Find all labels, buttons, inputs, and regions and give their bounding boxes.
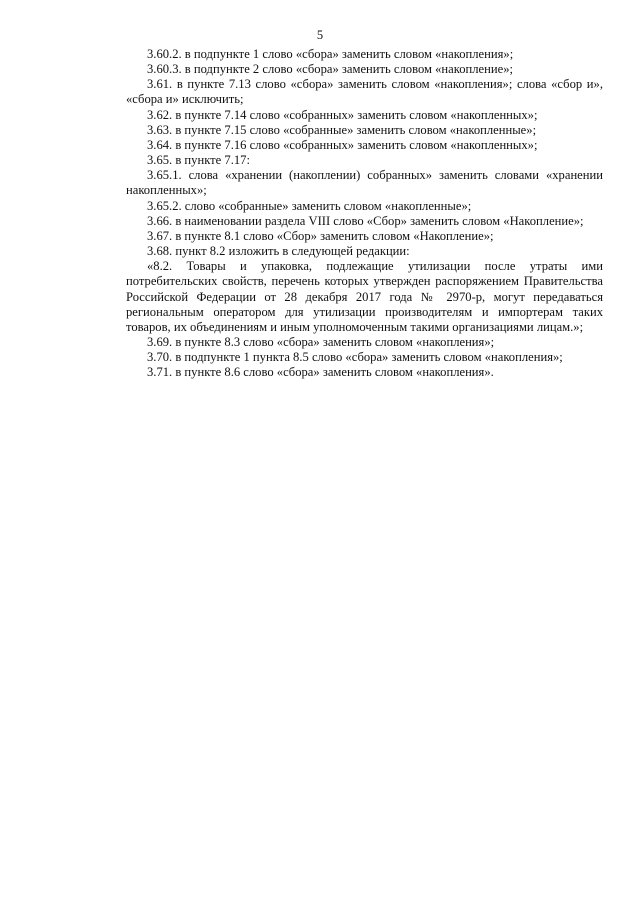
paragraph-3-63: 3.63. в пункте 7.15 слово «собранные» заменить словом «накопленные»; xyxy=(147,122,537,137)
paragraph-3-70: 3.70. в подпункте 1 пункта 8.5 слово «сбора» заменить словом «накопления»; xyxy=(147,350,563,365)
paragraph-3-61: 3.61. в пункте 7.13 слово «сбора» заменить словом «накопления»; слова «сбор и», «сбора и» исключить; xyxy=(126,77,603,107)
paragraph-3-66: 3.66. в наименовании раздела VIII слово «Сбор» заменить словом «Накопление»; xyxy=(147,213,584,228)
paragraph-3-69: 3.69. в пункте 8.3 слово «сбора» заменить словом «накопления»; xyxy=(147,334,495,349)
paragraph-3-71: 3.71. в пункте 8.6 слово «сбора» заменить словом «накопления». xyxy=(147,365,494,380)
paragraph-3-62: 3.62. в пункте 7.14 слово «собранных» заменить словом «накопленных»; xyxy=(147,107,538,122)
paragraph-3-60-2: 3.60.2. в подпункте 1 слово «сбора» заменить словом «накопления»; xyxy=(147,47,514,61)
paragraph-3-65-1: 3.65.1. слова «хранении (накоплении) собранных» заменить словами «хранении накопленных»; xyxy=(126,168,603,198)
paragraph-3-68: 3.68. пункт 8.2 изложить в следующей редакции: xyxy=(147,244,410,259)
document-body xyxy=(126,47,603,380)
paragraph-3-64: 3.64. в пункте 7.16 слово «собранных» заменить словом «накопленных»; xyxy=(147,137,538,152)
paragraph-3-65: 3.65. в пункте 7.17: xyxy=(147,153,250,168)
paragraph-3-67: 3.67. в пункте 8.1 слово «Сбор» заменить словом «Накопление»; xyxy=(147,228,494,243)
paragraph-3-65-2: 3.65.2. слово «собранные» заменить словом «накопленные»; xyxy=(147,198,472,213)
page-number: 5 xyxy=(316,28,324,42)
paragraph-3-60-3: 3.60.3. в подпункте 2 слово «сбора» заменить словом «накопление»; xyxy=(147,62,514,77)
paragraph-8-2-quote: «8.2. Товары и упаковка, подлежащие утилизации после утраты ими потребительских свойств, перечень которых утвержден распоряжением Правительства Российской Федерации от 28 декабря 2017 года № 2970-р, могут передаваться региональным оператором для утилизации производителям и импортерам таких товаров, их объединениям и иным уполномоченным такими организациями лицам.»; xyxy=(126,259,603,334)
